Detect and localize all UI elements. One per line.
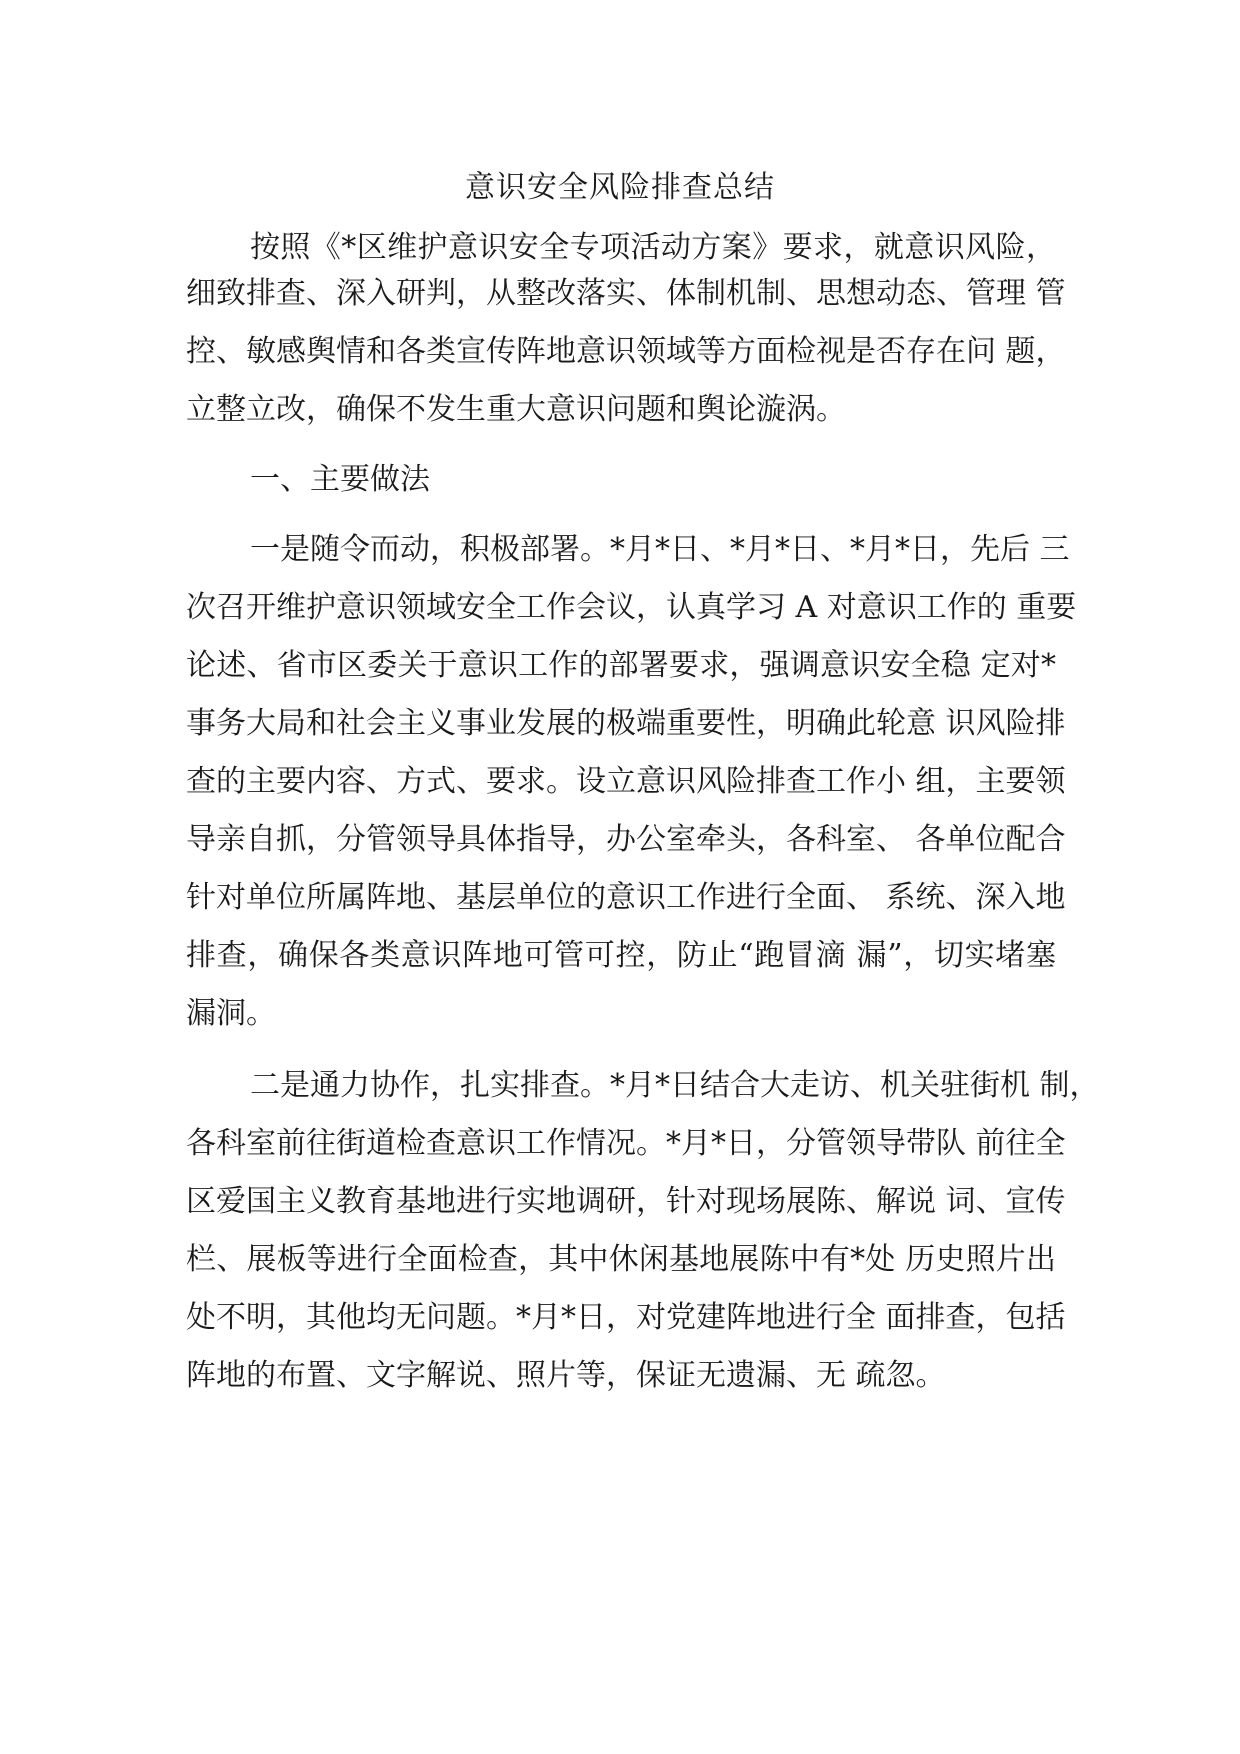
- paragraph-line: 事务大局和社会主义事业发展的极端重要性，明确此轮意 识风险排: [186, 706, 1066, 741]
- paragraph-line: 排查，确保各类意识阵地可管可控，防止“跑冒滴 漏”，切实堵塞: [186, 938, 1056, 973]
- paragraph-line: 按照《*区维护意识安全专项活动方案》要求，就意识风险，: [250, 230, 1056, 265]
- section-heading: 一、主要做法: [250, 462, 430, 497]
- paragraph-line: 一是随令而动，积极部署。*月*日、*月*日、*月*日，先后 三: [250, 532, 1070, 567]
- paragraph-line: 区爱国主义教育基地进行实地调研，针对现场展陈、解说 词、宣传: [186, 1184, 1066, 1219]
- paragraph-line: 查的主要内容、方式、要求。设立意识风险排查工作小 组，主要领: [186, 764, 1066, 799]
- paragraph-line: 细致排查、深入研判，从整改落实、体制机制、思想动态、管理 管: [186, 276, 1066, 311]
- paragraph-line: 栏、展板等进行全面检查，其中休闲基地展陈中有*处 历史照片出: [186, 1242, 1056, 1277]
- paragraph-line: 二是通力协作，扎实排查。*月*日结合大走访、机关驻街机 制，: [250, 1068, 1100, 1103]
- paragraph-line: 处不明，其他均无问题。*月*日，对党建阵地进行全 面排查，包括: [186, 1300, 1066, 1335]
- paragraph-line: 漏洞。: [186, 996, 276, 1031]
- paragraph-line: 次召开维护意识领域安全工作会议，认真学习 A 对意识工作的 重要: [186, 590, 1077, 625]
- paragraph-line: 论述、省市区委关于意识工作的部署要求，强调意识安全稳 定对*: [186, 648, 1056, 683]
- paragraph-line: 针对单位所属阵地、基层单位的意识工作进行全面、 系统、深入地: [186, 880, 1066, 915]
- document-title: 意识安全风险排查总结: [465, 170, 775, 205]
- paragraph-line: 导亲自抓，分管领导具体指导，办公室牵头，各科室、 各单位配合: [186, 822, 1066, 857]
- paragraph-line: 阵地的布置、文字解说、照片等，保证无遗漏、无 疏忽。: [186, 1358, 946, 1393]
- paragraph-line: 控、敏感舆情和各类宣传阵地意识领域等方面检视是否存在问 题，: [186, 334, 1066, 369]
- paragraph-line: 立整立改，确保不发生重大意识问题和舆论漩涡。: [186, 392, 846, 427]
- paragraph-line: 各科室前往街道检查意识工作情况。*月*日，分管领导带队 前往全: [186, 1126, 1066, 1161]
